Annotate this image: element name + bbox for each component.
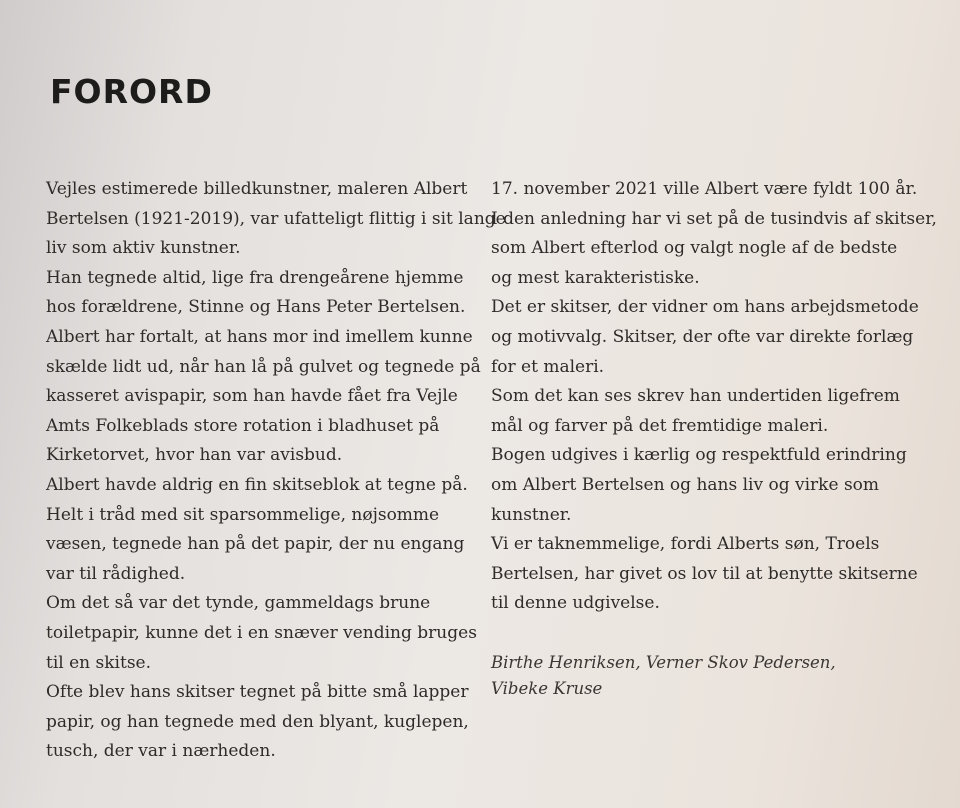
text-line: Det er skitser, der vidner om hans arbejdsmetode	[491, 297, 919, 318]
text-line: skælde lidt ud, når han lå på gulvet og tegnede på	[46, 356, 481, 377]
text-line: om Albert Bertelsen og hans liv og virke som	[491, 474, 880, 495]
signature-line: Birthe Henriksen, Verner Skov Pedersen,	[491, 653, 836, 672]
text-line: toiletpapir, kunne det i en snæver vending bruges	[46, 622, 477, 643]
text-line: og motivvalg. Skitser, der ofte var direkte forlæg	[491, 326, 914, 347]
text-line: Albert har fortalt, at hans mor ind imellem kunne	[46, 326, 473, 347]
text-line: Bertelsen, har givet os lov til at benytte skitserne	[491, 563, 918, 584]
text-line: liv som aktiv kunstner.	[46, 238, 241, 259]
text-line: Om det så var det tynde, gammeldags brune	[46, 593, 431, 614]
text-line: kunstner.	[491, 504, 572, 525]
text-line: Kirketorvet, hvor han var avisbud.	[46, 445, 343, 466]
text-line: Amts Folkeblads store rotation i bladhuset på	[46, 415, 440, 436]
text-line: hos forældrene, Stinne og Hans Peter Bertelsen.	[46, 297, 466, 318]
text-line: til denne udgivelse.	[491, 593, 660, 614]
text-line: papir, og han tegnede med den blyant, kuglepen,	[46, 711, 469, 732]
text-line: Han tegnede altid, lige fra drengeårene hjemme	[46, 267, 464, 288]
signature	[491, 650, 836, 702]
text-line: var til rådighed.	[46, 563, 186, 584]
text-line: Bertelsen (1921-2019), var ufatteligt flittig i sit lange	[46, 208, 506, 229]
text-line: tusch, der var i nærheden.	[46, 741, 276, 762]
right-column	[491, 175, 937, 619]
text-line: I den anledning har vi set på de tusindvis af skitser,	[491, 208, 937, 229]
text-line: Helt i tråd med sit sparsommelige, nøjsomme	[46, 504, 440, 525]
text-line: kasseret avispapir, som han havde fået fra Vejle	[46, 386, 458, 407]
left-column	[46, 175, 506, 767]
text-line: Ofte blev hans skitser tegnet på bitte små lapper	[46, 682, 469, 703]
page-title: FORORD	[50, 72, 213, 111]
text-line: væsen, tegnede han på det papir, der nu engang	[46, 534, 465, 555]
text-line: Vi er taknemmelige, fordi Alberts søn, Troels	[491, 534, 880, 555]
text-line: Albert havde aldrig en fin skitseblok at tegne på.	[46, 474, 468, 495]
text-line: 17. november 2021 ville Albert være fyldt 100 år.	[491, 179, 918, 199]
text-line: og mest karakteristiske.	[491, 267, 700, 288]
text-line: Som det kan ses skrev han undertiden ligefrem	[491, 386, 900, 407]
text-line: Vejles estimerede billedkunstner, maleren Albert	[46, 179, 468, 199]
text-line: for et maleri.	[491, 356, 605, 377]
text-line: til en skitse.	[46, 652, 152, 673]
text-line: som Albert efterlod og valgt nogle af de bedste	[491, 238, 898, 259]
text-line: mål og farver på det fremtidige maleri.	[491, 415, 829, 436]
text-line: Bogen udgives i kærlig og respektfuld erindring	[491, 445, 907, 466]
signature-line: Vibeke Kruse	[491, 679, 603, 698]
